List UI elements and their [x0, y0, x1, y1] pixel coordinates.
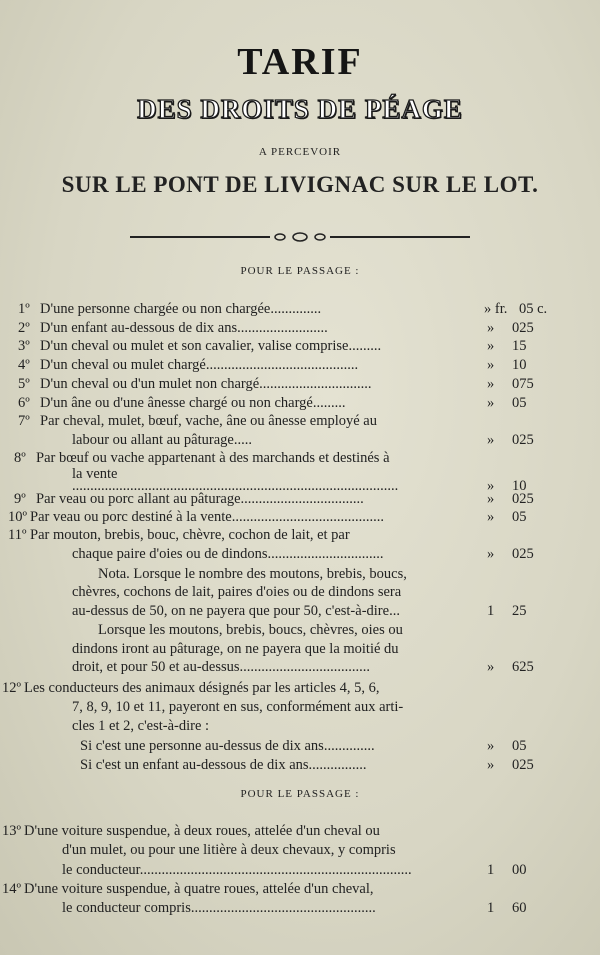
article-number: 7º [18, 413, 30, 429]
tariff-line [0, 860, 600, 880]
tariff-line [0, 564, 600, 584]
article-text: d'un mulet, ou pour une litière à deux chevaux, y compris [62, 842, 396, 858]
price-value: 625 [512, 659, 534, 675]
price-value: 10 [512, 478, 527, 494]
article-number: 11º [8, 527, 27, 543]
article-text: Par bœuf ou vache appartenant à des marchands et destinés à [36, 450, 390, 466]
price-value: 025 [512, 320, 534, 336]
article-text: chèvres, cochons de lait, paires d'oies ou de dindons sera [72, 584, 402, 600]
price-mark: » [487, 478, 495, 494]
tariff-line [0, 525, 600, 545]
tariff-line [0, 430, 600, 450]
price-value: 10 [512, 357, 527, 373]
price-mark: 1 [487, 900, 495, 916]
article-number: 12º [2, 680, 21, 696]
article-text: .......................................................................................... [72, 478, 399, 494]
article-number: 4º [18, 357, 30, 373]
tariff-line [0, 620, 600, 640]
tariff-line [0, 678, 600, 698]
tariff-line [0, 601, 600, 621]
document-subtitle: DES DROITS DE PÉAGE [137, 94, 463, 124]
tariff-line [0, 299, 600, 319]
article-number: 2º [18, 320, 30, 336]
article-text: Nota. Lorsque le nombre des moutons, brebis, boucs, [98, 566, 407, 582]
article-number: 9º [14, 491, 26, 507]
article-text: la vente [72, 466, 118, 482]
tariff-line [0, 755, 600, 775]
price-mark: » [487, 491, 495, 507]
section-heading-passage-1: POUR LE PASSAGE : [240, 265, 360, 277]
article-text: Par veau ou porc allant au pâturage.................................. [36, 491, 364, 507]
tariff-line [0, 879, 600, 899]
article-text: D'un cheval ou d'un mulet non chargé............................... [40, 376, 372, 392]
article-text: D'une personne chargée ou non chargée.............. [40, 301, 322, 317]
article-number: 8º [14, 450, 26, 466]
tariff-line [0, 697, 600, 717]
tariff-line [0, 411, 600, 431]
article-number: 3º [18, 338, 30, 354]
article-text: Les conducteurs des animaux désignés par les articles 4, 5, 6, [24, 680, 380, 696]
article-text: labour ou allant au pâturage..... [72, 432, 252, 448]
price-value: 15 [512, 338, 527, 354]
article-text: dindons iront au pâturage, on ne payera que la moitié du [72, 641, 399, 657]
tariff-line [0, 821, 600, 841]
ornamental-rule [130, 230, 470, 244]
tariff-line [0, 716, 600, 736]
article-text: le conducteur........................................................................... [62, 862, 412, 878]
article-text: Si c'est un enfant au-dessous de dix ans................ [80, 757, 367, 773]
price-mark: » [487, 757, 495, 773]
price-value: 075 [512, 376, 534, 392]
article-text: Lorsque les moutons, brebis, boucs, chèvres, oies ou [98, 622, 403, 638]
article-number: 10º [8, 509, 27, 525]
price-mark: 1 [487, 862, 495, 878]
price-mark: » [487, 659, 495, 675]
price-mark: » [487, 376, 495, 392]
a-percevoir-label: A PERCEVOIR [258, 146, 342, 158]
article-text: Par cheval, mulet, bœuf, vache, âne ou ânesse employé au [40, 413, 377, 429]
price-mark: » [487, 432, 495, 448]
article-text: au-dessus de 50, on ne payera que pour 50, c'est-à-dire... [72, 603, 400, 619]
price-mark: » fr. [484, 301, 508, 317]
price-mark: » [487, 738, 495, 754]
article-number: 13º [2, 823, 21, 839]
price-value: 025 [512, 432, 534, 448]
price-value: 00 [512, 862, 527, 878]
price-value: 60 [512, 900, 527, 916]
article-text: D'un cheval ou mulet et son cavalier, valise comprise......... [40, 338, 382, 354]
tariff-line [0, 736, 600, 756]
tariff-line [0, 393, 600, 413]
price-value: 05 [512, 738, 527, 754]
tariff-line [0, 374, 600, 394]
price-mark: » [487, 395, 495, 411]
article-text: D'une voiture suspendue, à deux roues, attelée d'un cheval ou [24, 823, 380, 839]
article-text: D'un âne ou d'une ânesse chargé ou non chargé......... [40, 395, 346, 411]
price-value: 025 [512, 491, 534, 507]
price-mark: » [487, 320, 495, 336]
article-number: 6º [18, 395, 30, 411]
price-value: 25 [512, 603, 527, 619]
tariff-line [0, 544, 600, 564]
price-mark: » [487, 338, 495, 354]
section-heading-passage-2: POUR LE PASSAGE : [240, 788, 360, 800]
article-text: D'une voiture suspendue, à quatre roues, attelée d'un cheval, [24, 881, 374, 897]
article-text: 7, 8, 9, 10 et 11, payeront en sus, conformément aux arti- [72, 699, 404, 715]
tariff-line [0, 898, 600, 918]
article-text: Si c'est une personne au-dessus de dix ans.............. [80, 738, 375, 754]
price-mark: » [487, 509, 495, 525]
document-title: TARIF [237, 41, 363, 83]
article-text: Par veau ou porc destiné à la vente.......................................... [30, 509, 384, 525]
price-value: 05 [512, 509, 527, 525]
bridge-name: SUR LE PONT DE LIVIGNAC SUR LE LOT. [61, 172, 539, 197]
tariff-line [0, 639, 600, 659]
tariff-line [0, 336, 600, 356]
price-mark: » [487, 546, 495, 562]
tariff-line [0, 355, 600, 375]
tariff-line [0, 840, 600, 860]
price-value: 05 [512, 395, 527, 411]
article-text: Par mouton, brebis, bouc, chèvre, cochon de lait, et par [30, 527, 350, 543]
article-text: cles 1 et 2, c'est-à-dire : [72, 718, 210, 734]
article-text: D'un enfant au-dessous de dix ans......................... [40, 320, 328, 336]
article-text: droit, et pour 50 et au-dessus.................................... [72, 659, 371, 675]
article-number: 14º [2, 881, 21, 897]
price-value: 025 [512, 546, 534, 562]
tariff-line [0, 582, 600, 602]
tariff-line [0, 318, 600, 338]
price-value: 05 c. [519, 301, 548, 317]
tariff-line [0, 657, 600, 677]
price-mark: » [487, 357, 495, 373]
price-value: 025 [512, 757, 534, 773]
price-mark: 1 [487, 603, 495, 619]
article-number: 5º [18, 376, 30, 392]
article-text: chaque paire d'oies ou de dindons................................ [72, 546, 384, 562]
tariff-line [0, 507, 600, 527]
tariff-line [0, 489, 600, 509]
article-number: 1º [18, 301, 30, 317]
article-text: D'un cheval ou mulet chargé.......................................... [40, 357, 359, 373]
article-text: le conducteur compris................................................... [62, 900, 376, 916]
